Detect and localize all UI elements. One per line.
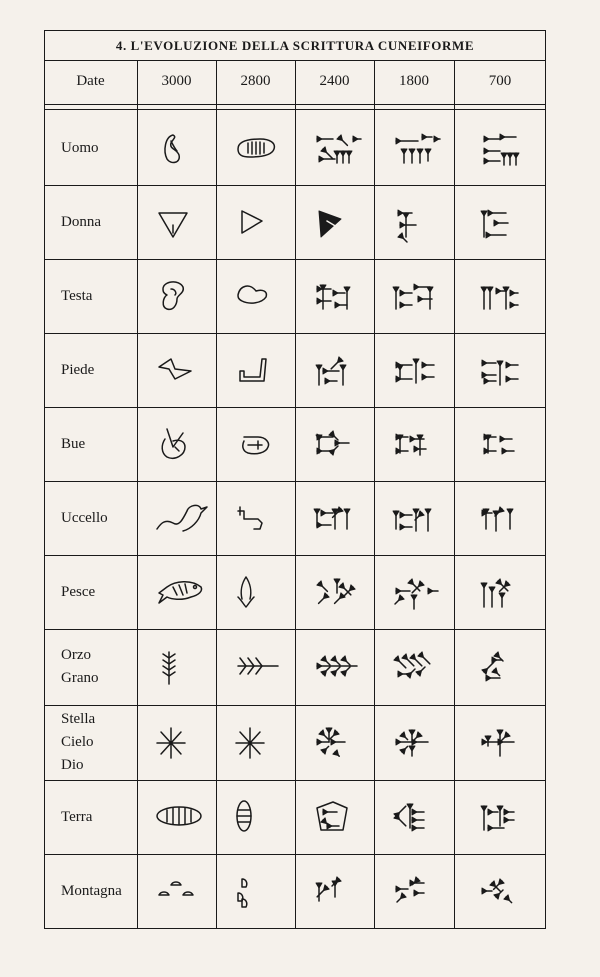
cuneiform-glyph-icon	[472, 872, 528, 912]
row-label-line: Testa	[61, 287, 93, 304]
row-label	[61, 359, 94, 382]
cuneiform-glyph-icon	[472, 498, 528, 538]
row-label-line: Donna	[61, 213, 101, 230]
cuneiform-glyph-icon	[149, 424, 205, 464]
row-label-line: Piede	[61, 361, 95, 378]
row-label-line: Terra	[61, 808, 93, 825]
cuneiform-glyph-icon	[228, 424, 284, 464]
cuneiform-glyph-icon	[228, 202, 284, 242]
cuneiform-glyph-icon	[386, 276, 442, 316]
cuneiform-glyph-icon	[307, 202, 363, 242]
row-label-line: Stella	[61, 711, 96, 727]
row-label-line: Bue	[61, 435, 86, 452]
row-label-line: Montagna	[61, 883, 122, 899]
row-label-line: Grano	[61, 670, 99, 686]
cuneiform-glyph-icon	[307, 498, 363, 538]
cuneiform-glyph-icon	[386, 424, 442, 464]
cuneiform-glyph-icon	[472, 572, 528, 612]
row-label	[61, 285, 92, 308]
cuneiform-glyph-icon	[307, 797, 363, 837]
column-header-5: 700	[488, 73, 512, 89]
cuneiform-glyph-icon	[472, 647, 528, 687]
cuneiform-glyph-icon	[228, 498, 284, 538]
row-label-line: Orzo	[61, 647, 91, 663]
cuneiform-glyph-icon	[228, 647, 284, 687]
row-label	[61, 880, 122, 903]
cuneiform-glyph-icon	[149, 647, 205, 687]
cuneiform-glyph-icon	[149, 498, 205, 538]
cuneiform-glyph-icon	[307, 872, 363, 912]
cuneiform-glyph-icon	[472, 276, 528, 316]
cuneiform-glyph-icon	[386, 723, 442, 763]
cuneiform-glyph-icon	[386, 647, 442, 687]
cuneiform-glyph-icon	[149, 276, 205, 316]
row-label-line: Dio	[61, 757, 84, 773]
row-label	[61, 806, 92, 829]
cuneiform-glyph-icon	[386, 572, 442, 612]
column-divider	[216, 60, 217, 929]
cuneiform-glyph-icon	[307, 723, 363, 763]
row-divider	[44, 185, 546, 186]
cuneiform-glyph-icon	[386, 872, 442, 912]
cuneiform-glyph-icon	[386, 797, 442, 837]
cuneiform-glyph-icon	[472, 797, 528, 837]
row-label	[61, 581, 95, 604]
cuneiform-glyph-icon	[472, 128, 528, 168]
column-header-1: 3000	[161, 73, 192, 89]
cuneiform-glyph-icon	[472, 424, 528, 464]
row-label-line: Pesce	[61, 583, 96, 600]
row-label-line: Cielo	[61, 734, 94, 750]
table-title: 4. L'EVOLUZIONE DELLA SCRITTURA CUNEIFORME	[115, 38, 475, 53]
cuneiform-glyph-icon	[307, 424, 363, 464]
cuneiform-glyph-icon	[149, 572, 205, 612]
column-header-3: 2400	[319, 73, 350, 89]
cuneiform-glyph-icon	[228, 723, 284, 763]
row-divider	[44, 333, 546, 334]
cuneiform-glyph-icon	[149, 872, 205, 912]
column-header-0: Date	[76, 73, 105, 89]
row-divider	[44, 780, 546, 781]
row-divider	[44, 705, 546, 706]
cuneiform-glyph-icon	[228, 572, 284, 612]
column-divider	[374, 60, 375, 929]
cuneiform-glyph-icon	[386, 202, 442, 242]
cuneiform-glyph-icon	[386, 128, 442, 168]
cuneiform-glyph-icon	[228, 128, 284, 168]
column-divider	[295, 60, 296, 929]
cuneiform-glyph-icon	[472, 202, 528, 242]
cuneiform-glyph-icon	[149, 723, 205, 763]
row-label	[61, 211, 101, 234]
cuneiform-glyph-icon	[307, 128, 363, 168]
row-label-line: Uccello	[61, 509, 108, 526]
cuneiform-glyph-icon	[228, 872, 284, 912]
column-header-2: 2800	[240, 73, 271, 89]
row-divider	[44, 555, 546, 556]
cuneiform-glyph-icon	[307, 647, 363, 687]
cuneiform-glyph-icon	[386, 350, 442, 390]
row-divider	[44, 854, 546, 855]
cuneiform-glyph-icon	[307, 572, 363, 612]
row-label	[61, 708, 95, 777]
row-divider	[44, 259, 546, 260]
cuneiform-glyph-icon	[149, 202, 205, 242]
cuneiform-glyph-icon	[307, 276, 363, 316]
cuneiform-glyph-icon	[386, 498, 442, 538]
cuneiform-glyph-icon	[228, 350, 284, 390]
cuneiform-glyph-icon	[149, 797, 205, 837]
row-label	[61, 137, 99, 160]
cuneiform-glyph-icon	[228, 797, 284, 837]
row-label	[61, 644, 99, 690]
cuneiform-glyph-icon	[307, 350, 363, 390]
cuneiform-glyph-icon	[149, 350, 205, 390]
column-header-4: 1800	[399, 73, 429, 89]
row-divider	[44, 481, 546, 482]
row-label	[61, 507, 108, 530]
cuneiform-glyph-icon	[149, 128, 205, 168]
cuneiform-glyph-icon	[472, 723, 528, 763]
row-divider	[44, 629, 546, 630]
cuneiform-glyph-icon	[228, 276, 284, 316]
row-label	[61, 433, 85, 456]
row-label-line: Uomo	[61, 139, 99, 156]
column-divider	[137, 60, 138, 929]
row-divider	[44, 407, 546, 408]
column-divider	[454, 60, 455, 929]
cuneiform-glyph-icon	[472, 350, 528, 390]
